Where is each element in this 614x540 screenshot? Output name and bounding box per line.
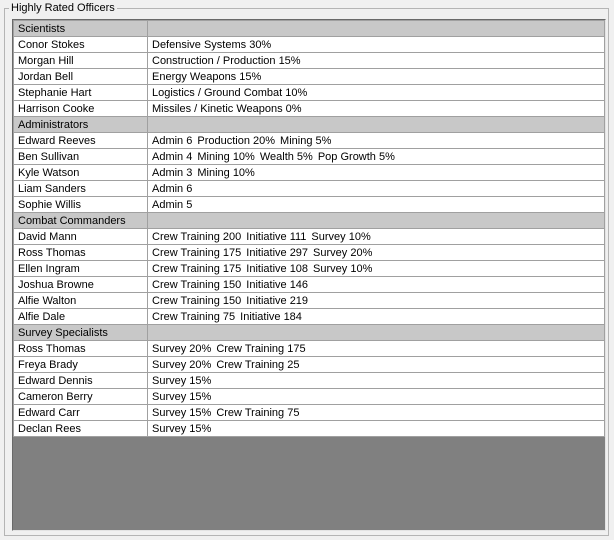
bonus-value: Construction / Production 15% bbox=[152, 54, 301, 67]
category-label: Survey Specialists bbox=[14, 325, 148, 341]
officer-row[interactable] bbox=[14, 69, 605, 85]
bonus-value: Admin 5 bbox=[152, 198, 193, 211]
officer-row[interactable] bbox=[14, 165, 605, 181]
bonus-value: Crew Training 200 bbox=[152, 230, 242, 243]
bonus-value: Initiative 184 bbox=[240, 310, 302, 323]
category-bonus-cell bbox=[148, 325, 605, 341]
officer-bonuses bbox=[148, 133, 605, 149]
bonus-value: Crew Training 175 bbox=[216, 342, 306, 355]
officer-name: Edward Dennis bbox=[14, 373, 148, 389]
bonus-value: Mining 5% bbox=[280, 134, 332, 147]
officer-bonuses bbox=[148, 341, 605, 357]
bonus-value: Admin 6 bbox=[152, 182, 193, 195]
bonus-value: Crew Training 150 bbox=[152, 278, 242, 291]
officer-bonuses bbox=[148, 245, 605, 261]
officer-bonuses bbox=[148, 309, 605, 325]
bonus-value: Admin 4 bbox=[152, 150, 193, 163]
officer-name: Conor Stokes bbox=[14, 37, 148, 53]
officer-row[interactable] bbox=[14, 245, 605, 261]
officer-bonuses bbox=[148, 101, 605, 117]
bonus-value: Energy Weapons 15% bbox=[152, 70, 262, 83]
bonus-value: Initiative 108 bbox=[246, 262, 309, 275]
officer-bonuses bbox=[148, 229, 605, 245]
officer-name: Stephanie Hart bbox=[14, 85, 148, 101]
officer-row[interactable] bbox=[14, 277, 605, 293]
officer-bonuses bbox=[148, 389, 605, 405]
officer-row[interactable] bbox=[14, 293, 605, 309]
category-bonus-cell bbox=[148, 213, 605, 229]
officer-name: Harrison Cooke bbox=[14, 101, 148, 117]
officer-name: Joshua Browne bbox=[14, 277, 148, 293]
officer-row[interactable] bbox=[14, 37, 605, 53]
bonus-value: Crew Training 25 bbox=[216, 358, 300, 371]
officer-bonuses bbox=[148, 165, 605, 181]
officer-row[interactable] bbox=[14, 229, 605, 245]
category-label: Combat Commanders bbox=[14, 213, 148, 229]
officer-name: Alfie Walton bbox=[14, 293, 148, 309]
bonus-value: Survey 20% bbox=[152, 358, 212, 371]
category-row[interactable] bbox=[14, 117, 605, 133]
officers-table bbox=[13, 20, 605, 437]
officer-bonuses bbox=[148, 277, 605, 293]
officer-bonuses bbox=[148, 373, 605, 389]
officer-name: Sophie Willis bbox=[14, 197, 148, 213]
bonus-value: Initiative 111 bbox=[246, 230, 307, 243]
officer-name: Ellen Ingram bbox=[14, 261, 148, 277]
officer-row[interactable] bbox=[14, 357, 605, 373]
bonus-value: Survey 15% bbox=[152, 390, 212, 403]
officer-bonuses bbox=[148, 261, 605, 277]
officer-bonuses bbox=[148, 53, 605, 69]
bonus-value: Survey 10% bbox=[311, 230, 371, 243]
officer-name: Cameron Berry bbox=[14, 389, 148, 405]
officer-row[interactable] bbox=[14, 181, 605, 197]
officer-bonuses bbox=[148, 357, 605, 373]
bonus-value: Admin 3 bbox=[152, 166, 193, 179]
officer-name: David Mann bbox=[14, 229, 148, 245]
officer-row[interactable] bbox=[14, 149, 605, 165]
bonus-value: Logistics / Ground Combat 10% bbox=[152, 86, 308, 99]
officer-row[interactable] bbox=[14, 405, 605, 421]
bonus-value: Production 20% bbox=[197, 134, 276, 147]
bonus-value: Crew Training 175 bbox=[152, 246, 242, 259]
officer-name: Ross Thomas bbox=[14, 341, 148, 357]
bonus-value: Crew Training 175 bbox=[152, 262, 242, 275]
bonus-value: Survey 15% bbox=[152, 422, 212, 435]
officer-name: Alfie Dale bbox=[14, 309, 148, 325]
officer-row[interactable] bbox=[14, 389, 605, 405]
bonus-value: Initiative 297 bbox=[246, 246, 309, 259]
category-bonus-cell bbox=[148, 21, 605, 37]
officer-bonuses bbox=[148, 405, 605, 421]
officer-bonuses bbox=[148, 421, 605, 437]
officer-name: Edward Reeves bbox=[14, 133, 148, 149]
bonus-value: Crew Training 75 bbox=[152, 310, 236, 323]
bonus-value: Pop Growth 5% bbox=[317, 150, 395, 163]
officer-name: Edward Carr bbox=[14, 405, 148, 421]
group-title: Highly Rated Officers bbox=[11, 2, 115, 14]
category-label: Scientists bbox=[14, 21, 148, 37]
bonus-value: Survey 20% bbox=[152, 342, 212, 355]
officer-name: Morgan Hill bbox=[14, 53, 148, 69]
officer-name: Ben Sullivan bbox=[14, 149, 148, 165]
bonus-value: Survey 10% bbox=[313, 262, 373, 275]
bonus-value: Initiative 219 bbox=[246, 294, 309, 307]
officer-name: Declan Rees bbox=[14, 421, 148, 437]
officer-row[interactable] bbox=[14, 341, 605, 357]
officer-bonuses bbox=[148, 293, 605, 309]
bonus-value: Defensive Systems 30% bbox=[152, 38, 272, 51]
officer-row[interactable] bbox=[14, 101, 605, 117]
officer-bonuses bbox=[148, 197, 605, 213]
officer-bonuses bbox=[148, 37, 605, 53]
officer-row[interactable] bbox=[14, 261, 605, 277]
officer-row[interactable] bbox=[14, 85, 605, 101]
category-bonus-cell bbox=[148, 117, 605, 133]
bonus-value: Crew Training 75 bbox=[216, 406, 300, 419]
officers-grid[interactable] bbox=[12, 19, 606, 531]
officer-bonuses bbox=[148, 181, 605, 197]
category-row[interactable] bbox=[14, 213, 605, 229]
officer-name: Jordan Bell bbox=[14, 69, 148, 85]
officer-row[interactable] bbox=[14, 53, 605, 69]
officer-row[interactable] bbox=[14, 421, 605, 437]
officer-row[interactable] bbox=[14, 373, 605, 389]
officer-name: Ross Thomas bbox=[14, 245, 148, 261]
officer-row[interactable] bbox=[14, 197, 605, 213]
category-row[interactable] bbox=[14, 21, 605, 37]
bonus-value: Initiative 146 bbox=[246, 278, 309, 291]
officer-bonuses bbox=[148, 85, 605, 101]
officer-row[interactable] bbox=[14, 309, 605, 325]
bonus-value: Survey 15% bbox=[152, 374, 212, 387]
bonus-value: Wealth 5% bbox=[259, 150, 313, 163]
bonus-value: Mining 10% bbox=[197, 150, 255, 163]
bonus-value: Missiles / Kinetic Weapons 0% bbox=[152, 102, 302, 115]
bonus-value: Survey 15% bbox=[152, 406, 212, 419]
category-row[interactable] bbox=[14, 325, 605, 341]
officer-name: Liam Sanders bbox=[14, 181, 148, 197]
category-label: Administrators bbox=[14, 117, 148, 133]
bonus-value: Mining 10% bbox=[197, 166, 255, 179]
bonus-value: Admin 6 bbox=[152, 134, 193, 147]
officer-row[interactable] bbox=[14, 133, 605, 149]
officer-bonuses bbox=[148, 149, 605, 165]
bonus-value: Survey 20% bbox=[313, 246, 373, 259]
officer-name: Kyle Watson bbox=[14, 165, 148, 181]
bonus-value: Crew Training 150 bbox=[152, 294, 242, 307]
officer-bonuses bbox=[148, 69, 605, 85]
officer-name: Freya Brady bbox=[14, 357, 148, 373]
